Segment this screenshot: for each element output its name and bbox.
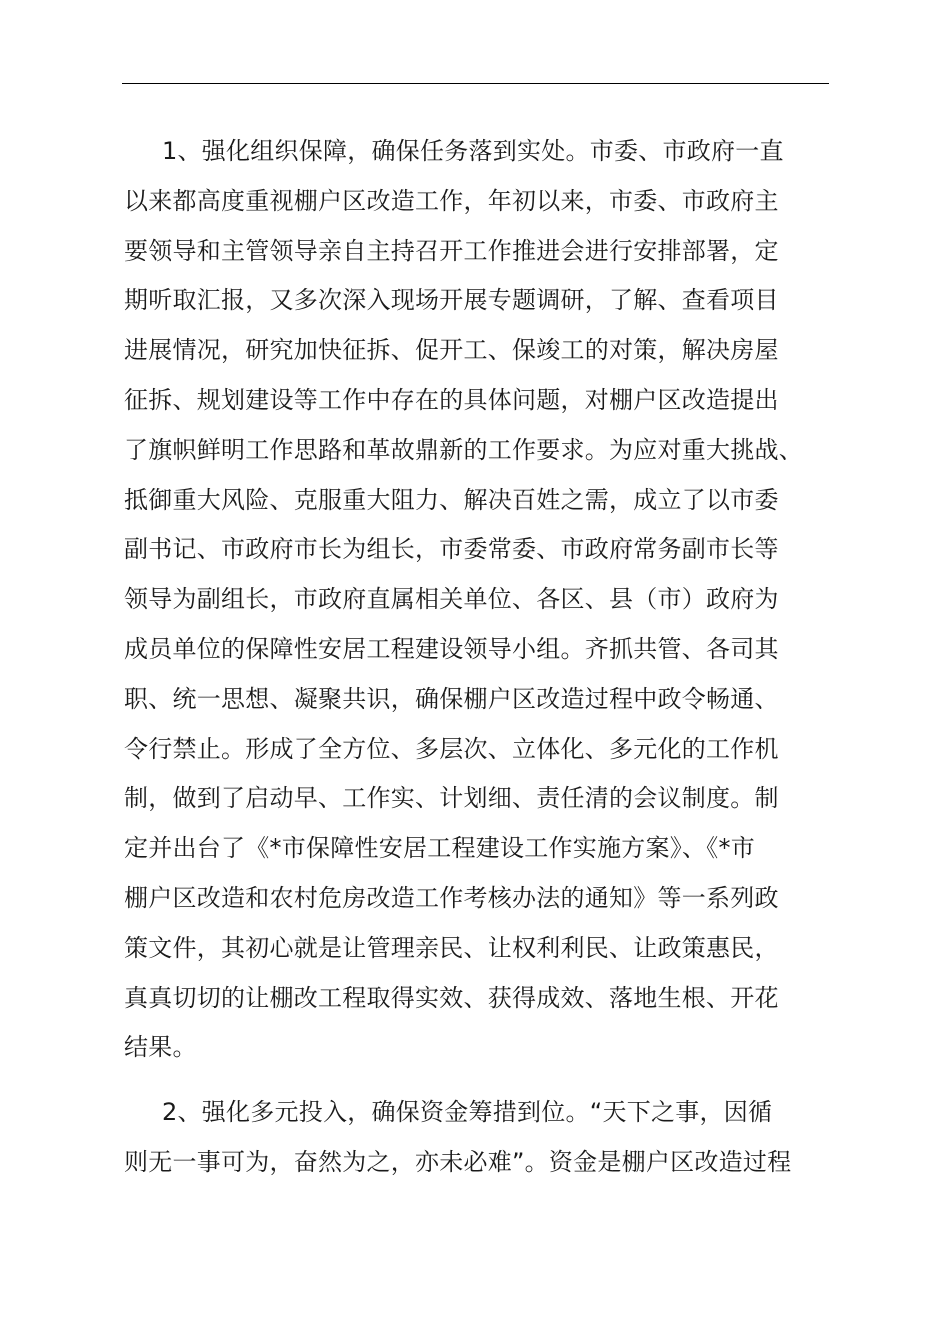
paragraph-line: 1、强化组织保障，确保任务落到实处。市委、市政府一直 <box>162 137 784 165</box>
header-rule <box>122 83 829 84</box>
paragraph-line: 领导为副组长，市政府直属相关单位、各区、县（市）政府为 <box>124 585 779 614</box>
paragraph-line: 进展情况，研究加快征拆、促开工、保竣工的对策，解决房屋 <box>124 336 779 365</box>
paragraph-2 <box>124 1088 828 1188</box>
paragraph-line: 副书记、市政府市长为组长，市委常委、市政府常务副市长等 <box>124 535 779 564</box>
paragraph-line: 策文件，其初心就是让管理亲民、让权利利民、让政策惠民， <box>124 933 779 962</box>
document-body <box>124 127 828 1188</box>
paragraph-line: 抵御重大风险、克服重大阻力、解决百姓之需，成立了以市委 <box>124 485 779 514</box>
paragraph-line: 令行禁止。形成了全方位、多层次、立体化、多元化的工作机 <box>124 734 779 763</box>
paragraph-line: 了旗帜鲜明工作思路和革故鼎新的工作要求。为应对重大挑战、 <box>124 435 803 464</box>
paragraph-line: 定并出台了《*市保障性安居工程建设工作实施方案》、《*市 <box>124 834 755 863</box>
paragraph-line: 棚户区改造和农村危房改造工作考核办法的通知》等一系列政 <box>124 883 779 912</box>
paragraph-line: 以来都高度重视棚户区改造工作，年初以来，市委、市政府主 <box>124 186 779 215</box>
paragraph-line: 职、统一思想、凝聚共识，确保棚户区改造过程中政令畅通、 <box>124 684 779 713</box>
paragraph-line: 真真切切的让棚改工程取得实效、获得成效、落地生根、开花 <box>124 983 779 1012</box>
paragraph-line: 结果。 <box>124 1033 197 1062</box>
paragraph-line: 则无一事可为，奋然为之，亦未必难”。资金是棚户区改造过程 <box>124 1147 792 1176</box>
paragraph-line: 征拆、规划建设等工作中存在的具体问题，对棚户区改造提出 <box>124 385 779 414</box>
paragraph-line: 2、强化多元投入，确保资金筹措到位。“天下之事，因循 <box>162 1098 773 1127</box>
paragraph-line: 要领导和主管领导亲自主持召开工作推进会进行安排部署，定 <box>124 236 779 265</box>
paragraph-line: 期听取汇报，又多次深入现场开展专题调研，了解、查看项目 <box>124 286 779 315</box>
paragraph-line: 制，做到了启动早、工作实、计划细、责任清的会议制度。制 <box>124 784 779 813</box>
paragraph-spacer <box>124 1073 828 1088</box>
paragraph-line: 成员单位的保障性安居工程建设领导小组。齐抓共管、各司其 <box>124 634 779 663</box>
paragraph-1 <box>124 127 828 1073</box>
